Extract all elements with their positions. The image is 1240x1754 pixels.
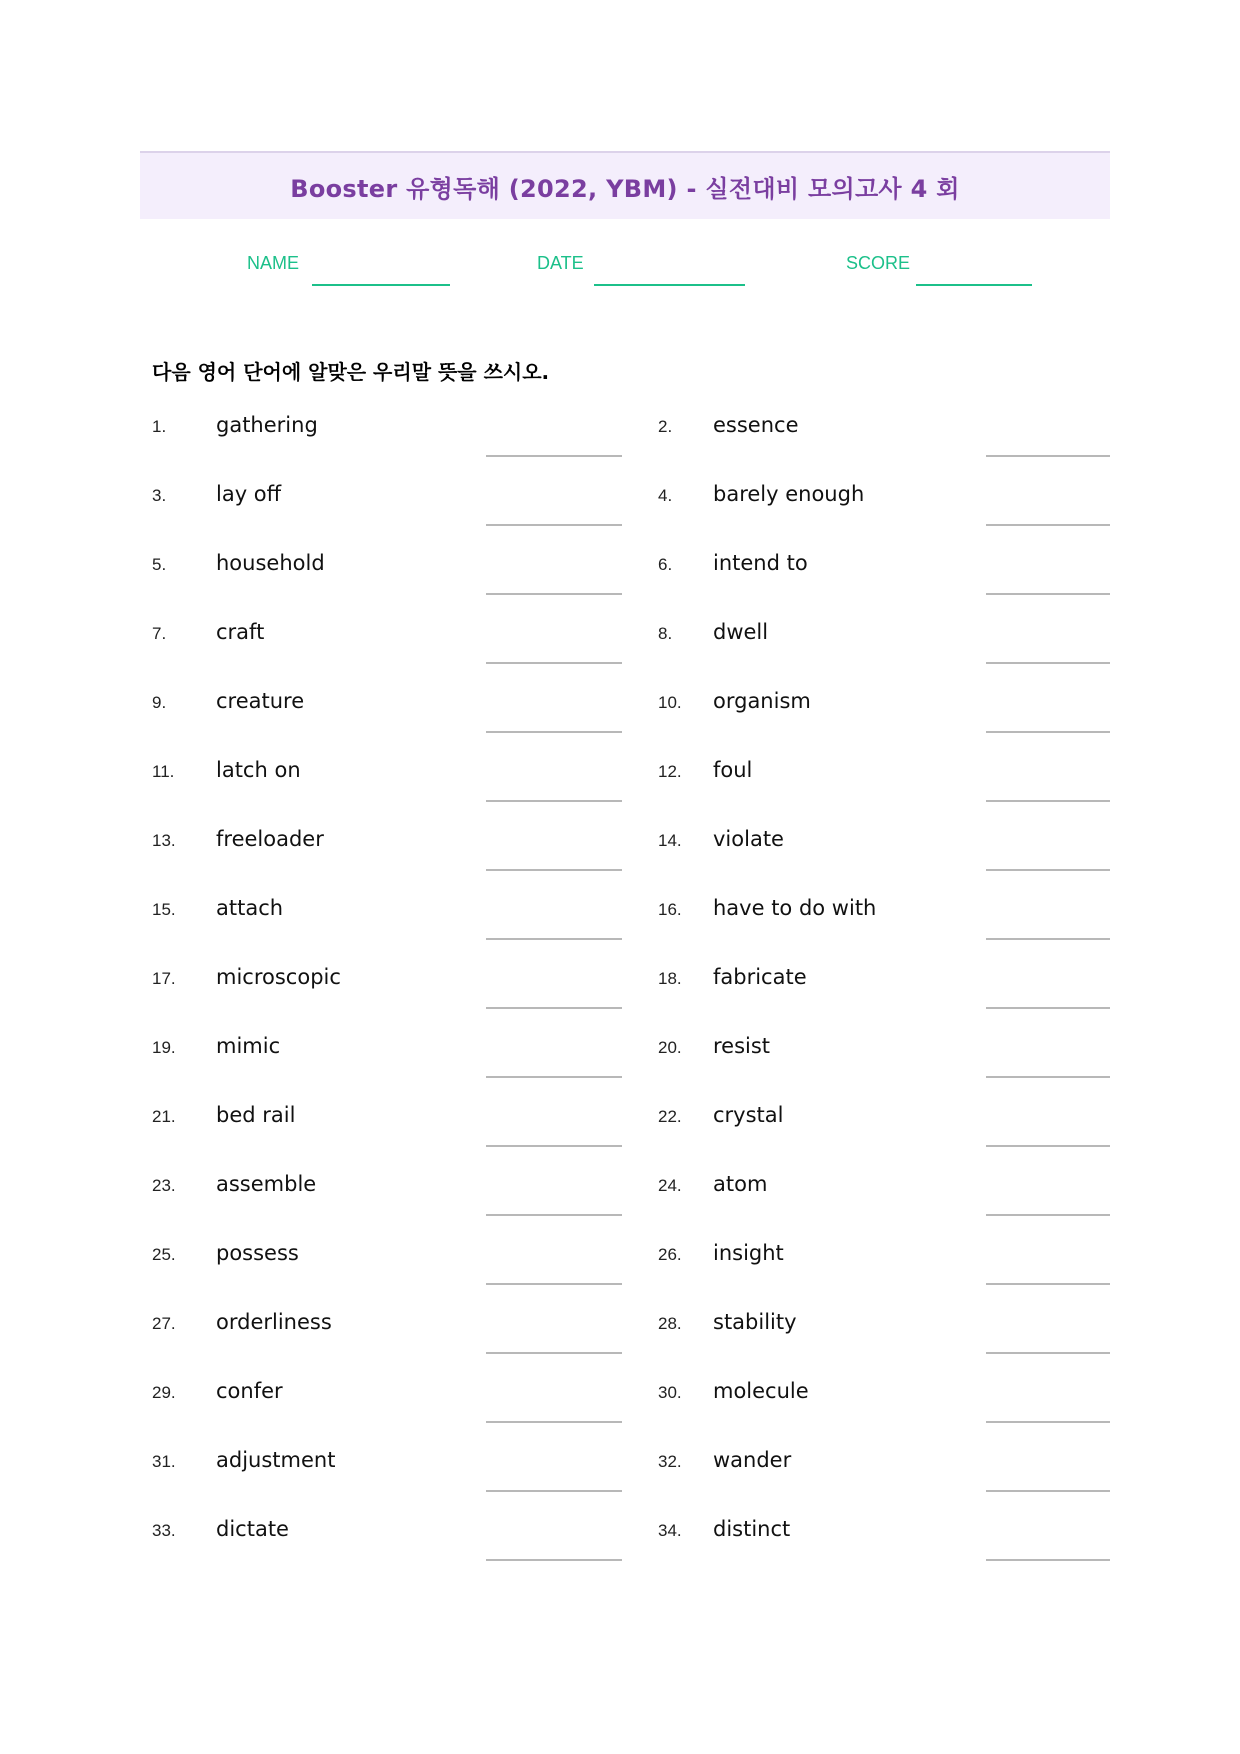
item-number: 34. xyxy=(658,1521,682,1540)
item-number: 32. xyxy=(658,1452,682,1471)
answer-line[interactable] xyxy=(986,731,1110,733)
item-number: 9. xyxy=(152,693,167,712)
item-word: craft xyxy=(216,620,265,644)
item-number: 1. xyxy=(152,417,167,436)
item-word: dictate xyxy=(216,1517,289,1541)
list-item xyxy=(0,549,1240,599)
date-field[interactable] xyxy=(594,284,745,286)
item-number: 22. xyxy=(658,1107,682,1126)
item-word: freeloader xyxy=(216,827,324,851)
item-word: essence xyxy=(713,413,799,437)
answer-line[interactable] xyxy=(986,1007,1110,1009)
page-title: Booster 유형독해 (2022, YBM) - 실전대비 모의고사 4 회 xyxy=(290,174,960,203)
answer-line[interactable] xyxy=(986,662,1110,664)
item-number: 11. xyxy=(152,762,175,781)
answer-line[interactable] xyxy=(986,1214,1110,1216)
list-item xyxy=(0,411,1240,461)
answer-line[interactable] xyxy=(986,524,1110,526)
item-word: mimic xyxy=(216,1034,281,1058)
item-word: lay off xyxy=(216,482,282,506)
answer-line[interactable] xyxy=(986,1559,1110,1561)
score-field[interactable] xyxy=(916,284,1032,286)
answer-line[interactable] xyxy=(986,1076,1110,1078)
item-number: 31. xyxy=(152,1452,176,1471)
item-word: dwell xyxy=(713,620,769,644)
item-word: resist xyxy=(713,1034,771,1058)
item-number: 12. xyxy=(658,762,682,781)
list-item xyxy=(0,1377,1240,1427)
list-item xyxy=(0,1170,1240,1220)
name-label: NAME xyxy=(247,253,300,273)
answer-line[interactable] xyxy=(986,593,1110,595)
item-number: 2. xyxy=(658,417,673,436)
list-item xyxy=(0,687,1240,737)
item-number: 27. xyxy=(152,1314,176,1333)
item-number: 10. xyxy=(658,693,682,712)
item-number: 28. xyxy=(658,1314,682,1333)
item-word: violate xyxy=(713,827,784,851)
item-number: 14. xyxy=(658,831,682,850)
list-item xyxy=(0,825,1240,875)
item-number: 17. xyxy=(152,969,176,988)
item-word: stability xyxy=(713,1310,797,1334)
item-number: 16. xyxy=(658,900,682,919)
item-number: 26. xyxy=(658,1245,682,1264)
item-word: assemble xyxy=(216,1172,317,1196)
item-word: household xyxy=(216,551,325,575)
item-number: 6. xyxy=(658,555,673,574)
item-number: 7. xyxy=(152,624,167,643)
item-number: 33. xyxy=(152,1521,176,1540)
name-field[interactable] xyxy=(312,284,450,286)
item-word: microscopic xyxy=(216,965,341,989)
item-number: 5. xyxy=(152,555,167,574)
item-word: atom xyxy=(713,1172,768,1196)
date-label: DATE xyxy=(537,253,584,273)
item-word: organism xyxy=(713,689,811,713)
item-number: 13. xyxy=(152,831,176,850)
item-number: 24. xyxy=(658,1176,682,1195)
item-word: have to do with xyxy=(713,896,877,920)
list-item xyxy=(0,1239,1240,1289)
answer-line[interactable] xyxy=(986,938,1110,940)
list-item xyxy=(0,963,1240,1013)
list-item xyxy=(0,1446,1240,1496)
item-word: crystal xyxy=(713,1103,784,1127)
item-word: intend to xyxy=(713,551,808,575)
list-item xyxy=(0,1101,1240,1151)
item-number: 15. xyxy=(152,900,176,919)
item-number: 30. xyxy=(658,1383,682,1402)
item-word: attach xyxy=(216,896,284,920)
list-item xyxy=(0,894,1240,944)
answer-line[interactable] xyxy=(986,1283,1110,1285)
item-word: bed rail xyxy=(216,1103,296,1127)
list-item xyxy=(0,480,1240,530)
answer-line[interactable] xyxy=(986,800,1110,802)
item-number: 4. xyxy=(658,486,673,505)
list-item xyxy=(0,1308,1240,1358)
item-word: barely enough xyxy=(713,482,865,506)
item-word: fabricate xyxy=(713,965,807,989)
list-item xyxy=(0,756,1240,806)
item-word: wander xyxy=(713,1448,792,1472)
list-item xyxy=(0,618,1240,668)
answer-line[interactable] xyxy=(986,455,1110,457)
answer-line[interactable] xyxy=(986,1352,1110,1354)
item-word: possess xyxy=(216,1241,299,1265)
answer-line[interactable] xyxy=(986,1145,1110,1147)
answer-line[interactable] xyxy=(986,1421,1110,1423)
answer-line[interactable] xyxy=(986,1490,1110,1492)
list-item xyxy=(0,1515,1240,1565)
item-number: 3. xyxy=(152,486,167,505)
instruction-text: 다음 영어 단어에 알맞은 우리말 뜻을 쓰시오. xyxy=(152,360,550,384)
item-number: 21. xyxy=(152,1107,176,1126)
answer-line[interactable] xyxy=(986,869,1110,871)
item-word: gathering xyxy=(216,413,318,437)
item-number: 8. xyxy=(658,624,673,643)
title-bar xyxy=(140,151,1110,219)
item-number: 19. xyxy=(152,1038,176,1057)
item-word: orderliness xyxy=(216,1310,332,1334)
item-number: 23. xyxy=(152,1176,176,1195)
item-word: molecule xyxy=(713,1379,809,1403)
list-item xyxy=(0,1032,1240,1082)
item-number: 25. xyxy=(152,1245,176,1264)
item-word: insight xyxy=(713,1241,784,1265)
score-label: SCORE xyxy=(846,253,911,273)
item-number: 29. xyxy=(152,1383,176,1402)
item-word: distinct xyxy=(713,1517,791,1541)
item-word: confer xyxy=(216,1379,283,1403)
item-number: 18. xyxy=(658,969,682,988)
item-word: latch on xyxy=(216,758,301,782)
item-number: 20. xyxy=(658,1038,682,1057)
item-word: foul xyxy=(713,758,753,782)
item-word: adjustment xyxy=(216,1448,336,1472)
item-word: creature xyxy=(216,689,305,713)
